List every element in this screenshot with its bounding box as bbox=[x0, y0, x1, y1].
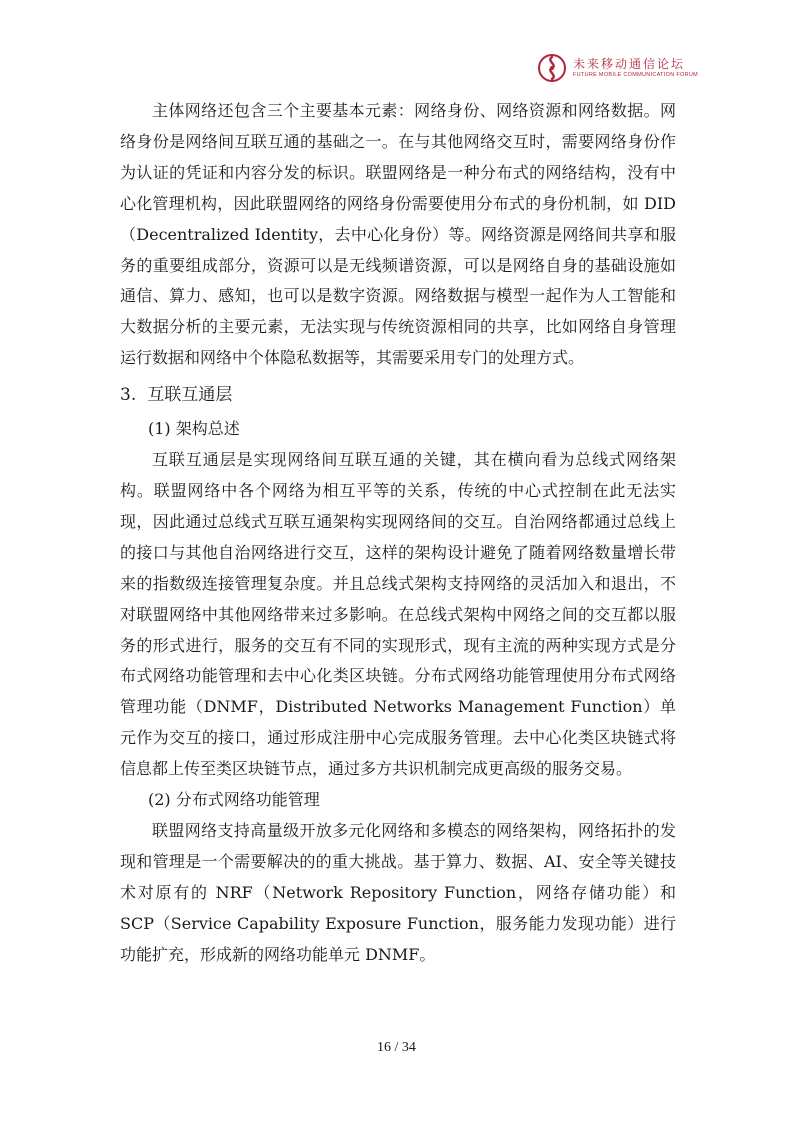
document-body bbox=[120, 96, 676, 970]
logo-text bbox=[573, 58, 698, 79]
subsection-heading-architecture-overview: (1) 架构总述 bbox=[148, 419, 240, 439]
section-heading-interconnection-layer bbox=[120, 374, 676, 414]
section-title: 互联互通层 bbox=[147, 385, 233, 406]
forum-logo-icon bbox=[537, 53, 567, 83]
page-number: 16 / 34 bbox=[377, 1040, 416, 1055]
page-header bbox=[537, 50, 698, 86]
logo-english-name: FUTURE MOBILE COMMUNICATION FORUM bbox=[573, 71, 698, 78]
subsection-heading-dnmf: (2) 分布式网络功能管理 bbox=[148, 790, 320, 810]
paragraph-dnmf: 联盟网络支持高量级开放多元化网络和多模态的网络架构，网络拓扑的发现和管理是一个需要解决的的重大挑战。基于算力、数据、AI、安全等关键技术对原有的 NRF（Network Repository Function，网络存储功能）和 SCP（Service Capability Exposure Function，服务能力发现功能）进行功能扩充，形成新的网络功能单元 DNMF。 bbox=[120, 820, 676, 964]
logo-chinese-name: 未来移动通信论坛 bbox=[573, 56, 686, 71]
paragraph-architecture-overview: 互联互通层是实现网络间互联互通的关键，其在横向看为总线式网络架构。联盟网络中各个网络为相互平等的关系，传统的中心式控制在此无法实现，因此通过总线式互联互通架构实现网络间的交互。自治网络都通过总线上的接口与其他自治网络进行交互，这样的架构设计避免了随着网络数量增长带来的指数级连接管理复杂度。并且总线式架构支持网络的灵活加入和退出，不对联盟网络中其他网络带来过多影响。在总线式架构中网络之间的交互都以服务的形式进行，服务的交互有不同的实现形式，现有主流的两种实现方式是分布式网络功能管理和去中心化类区块链。分布式网络功能管理使用分布式网络管理功能（DNMF，Distributed Networks Management Function）单元作为交互的接口，通过形成注册中心完成服务管理。去中心化类区块链式将信息都上传至类区块链节点，通过多方共识机制完成更高级的服务交易。 bbox=[120, 450, 676, 779]
paragraph-main-elements: 主体网络还包含三个主要基本元素：网络身份、网络资源和网络数据。网络身份是网络间互联互通的基础之一。在与其他网络交互时，需要网络身份作为认证的凭证和内容分发的标识。联盟网络是一种分布式的网络结构，没有中心化管理机构，因此联盟网络的网络身份需要使用分布式的身份机制，如 DID（Decentralized Identity，去中心化身份）等。网络资源是网络间共享和服务的重要组成部分，资源可以是无线频谱资源，可以是网络自身的基础设施如通信、算力、感知，也可以是数字资源。网络数据与模型一起作为人工智能和大数据分析的主要元素，无法实现与传统资源相同的共享，比如网络自身管理运行数据和网络中个体隐私数据等，其需要采用专门的处理方式。 bbox=[120, 101, 676, 368]
section-number: 3. bbox=[120, 385, 137, 406]
